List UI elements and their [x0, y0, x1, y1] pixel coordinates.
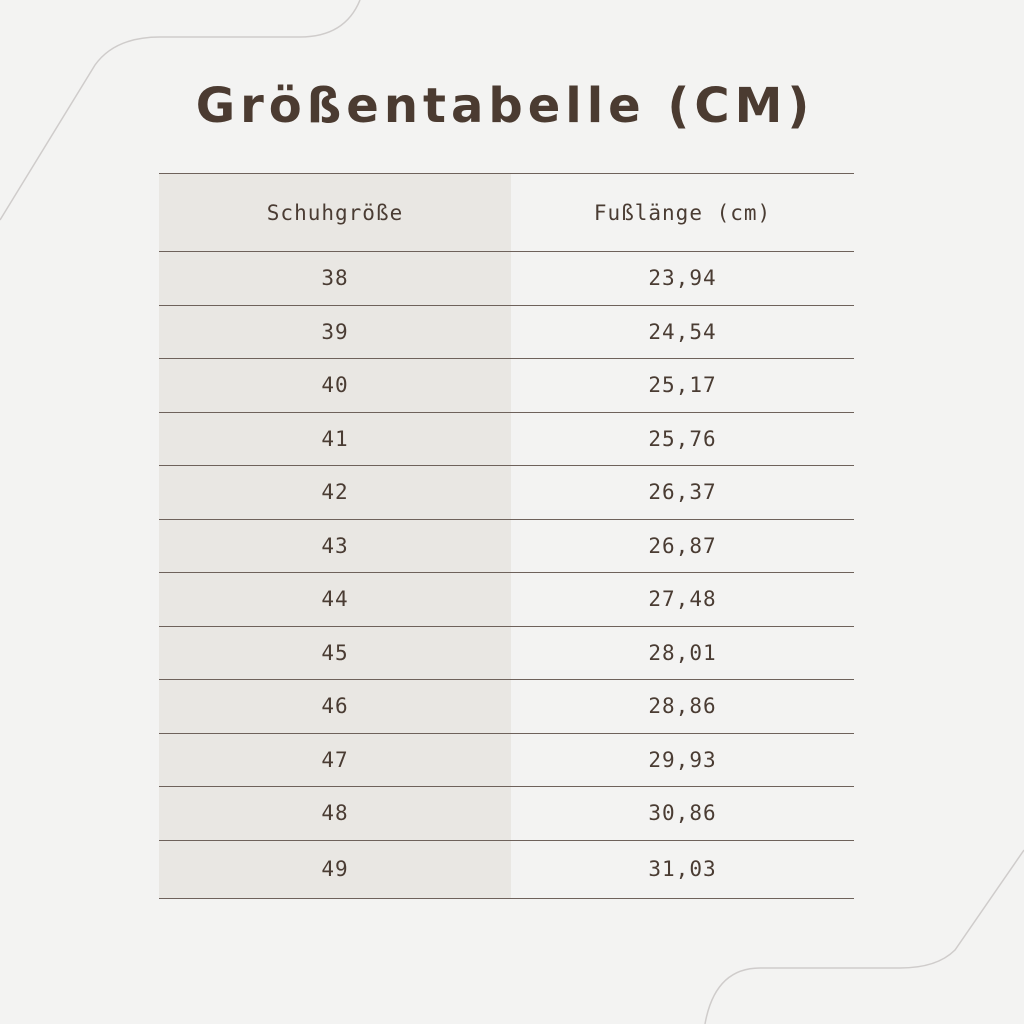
shoe-size-cell: 43: [159, 519, 511, 573]
shoe-size-cell: 44: [159, 573, 511, 627]
table-row: [159, 840, 854, 898]
table-row: [159, 305, 854, 359]
table-row: [159, 519, 854, 573]
table-header-row: [159, 174, 854, 252]
shoe-size-cell: 42: [159, 466, 511, 520]
shoe-size-cell: 40: [159, 359, 511, 413]
foot-length-cell: 25,76: [511, 412, 854, 466]
table-row: [159, 680, 854, 734]
table-row: [159, 626, 854, 680]
foot-length-cell: 31,03: [511, 840, 854, 898]
foot-length-cell: 24,54: [511, 305, 854, 359]
foot-length-cell: 30,86: [511, 787, 854, 841]
table-row: [159, 412, 854, 466]
foot-length-cell: 27,48: [511, 573, 854, 627]
table-row: [159, 573, 854, 627]
shoe-size-cell: 41: [159, 412, 511, 466]
shoe-size-cell: 45: [159, 626, 511, 680]
page-title: Größentabelle (CM): [195, 78, 815, 134]
foot-length-cell: 28,86: [511, 680, 854, 734]
table-row: [159, 359, 854, 413]
table-row: [159, 787, 854, 841]
table-row: [159, 252, 854, 306]
header-shoe-size: Schuhgröße: [159, 174, 511, 252]
shoe-size-cell: 38: [159, 252, 511, 306]
header-foot-length: Fußlänge (cm): [511, 174, 854, 252]
foot-length-cell: 26,37: [511, 466, 854, 520]
table-row: [159, 733, 854, 787]
foot-length-cell: 26,87: [511, 519, 854, 573]
table-row: [159, 466, 854, 520]
foot-length-cell: 23,94: [511, 252, 854, 306]
shoe-size-cell: 47: [159, 733, 511, 787]
shoe-size-cell: 49: [159, 840, 511, 898]
shoe-size-cell: 48: [159, 787, 511, 841]
shoe-size-cell: 46: [159, 680, 511, 734]
foot-length-cell: 28,01: [511, 626, 854, 680]
size-chart-table: [159, 173, 854, 899]
shoe-size-cell: 39: [159, 305, 511, 359]
foot-length-cell: 25,17: [511, 359, 854, 413]
foot-length-cell: 29,93: [511, 733, 854, 787]
